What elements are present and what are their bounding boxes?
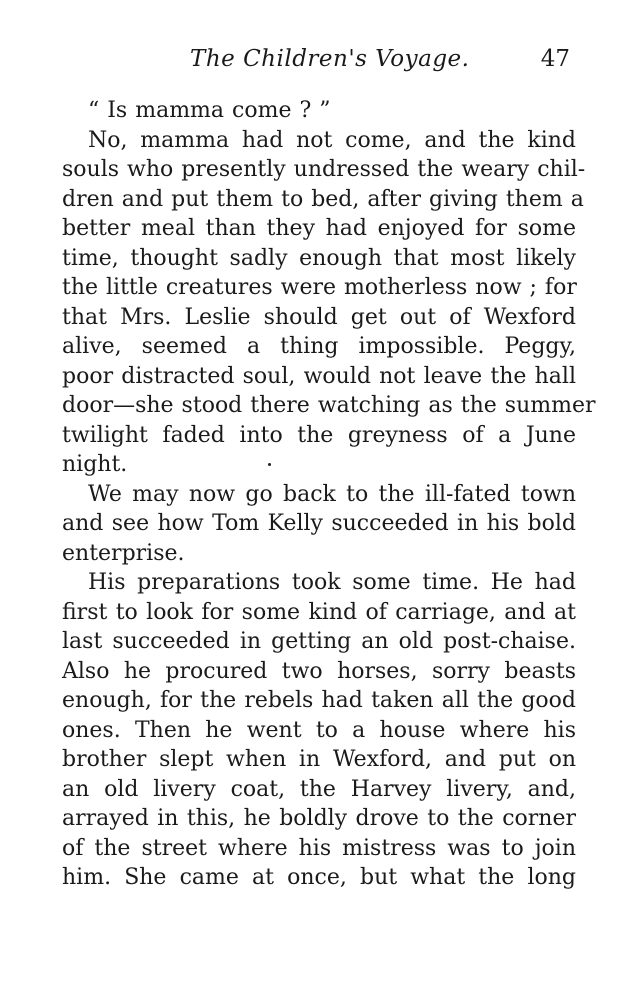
text-line: We may now go back to the ill-fated town	[88, 481, 576, 507]
text-line: His preparations took some time. He had	[88, 570, 576, 595]
text-line: better meal than they had enjoyed for some	[62, 216, 576, 241]
ink-speck	[268, 463, 271, 466]
text-line: the little creatures were motherless now ; for	[62, 275, 577, 300]
text-line: him. She came at once, but what the long	[62, 865, 576, 890]
text-line: No, mamma had not come, and the kind	[88, 127, 576, 153]
page-number: 47	[540, 46, 570, 72]
text-line: enough, for the rebels had taken all the good	[62, 688, 576, 713]
text-line: an old livery coat, the Harvey livery, and,	[62, 776, 576, 802]
body-text	[62, 96, 596, 893]
text-line: last succeeded in getting an old post-chaise.	[62, 629, 576, 654]
text-line: enterprise.	[62, 540, 185, 566]
text-line: arrayed in this, he boldly drove to the corner	[62, 806, 576, 831]
running-title: The Children's Voyage.	[190, 46, 470, 72]
text-line: poor distracted soul, would not leave the hall	[62, 363, 576, 389]
text-line: and see how Tom Kelly succeeded in his bold	[62, 511, 576, 536]
text-line: door—she stood there watching as the summer	[62, 393, 596, 418]
text-line: first to look for some kind of carriage, and at	[62, 599, 576, 625]
text-line: night.	[62, 452, 128, 477]
text-line: alive, seemed a thing impossible. Peggy,	[62, 334, 576, 359]
text-line: dren and put them to bed, after giving them a	[62, 186, 584, 212]
text-line: of the street where his mistress was to join	[62, 835, 576, 861]
text-line: twilight faded into the greyness of a June	[62, 422, 576, 448]
text-line: Also he procured two horses, sorry beasts	[62, 658, 576, 684]
text-line: time, thought sadly enough that most likely	[62, 245, 576, 271]
text-line: brother slept when in Wexford, and put on	[62, 747, 576, 772]
text-line: “ Is mamma come ? ”	[88, 98, 331, 123]
text-line: souls who presently undressed the weary chil-	[62, 157, 586, 182]
text-line: ones. Then he went to a house where his	[62, 717, 576, 743]
page-header	[0, 46, 642, 80]
text-line: that Mrs. Leslie should get out of Wexford	[62, 304, 576, 330]
